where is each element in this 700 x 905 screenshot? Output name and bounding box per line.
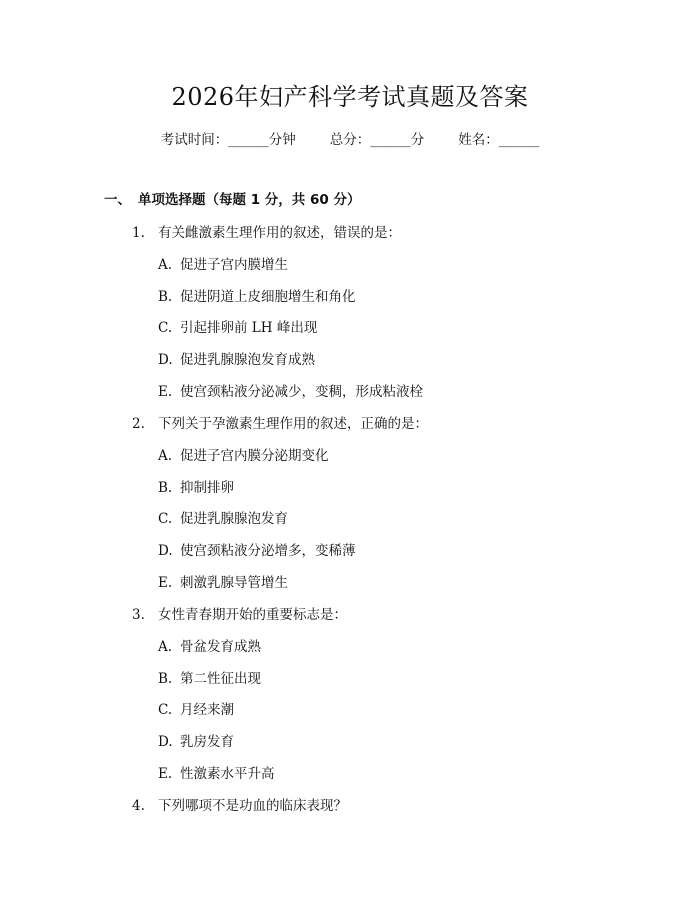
option-letter: A. — [158, 448, 173, 464]
q2-option-b — [158, 478, 234, 498]
q1-option-a — [158, 255, 288, 275]
option-text: 促进乳腺腺泡发育成熟 — [180, 352, 315, 368]
option-letter: C. — [158, 702, 173, 718]
section-title: 单项选择题（每题 1 分，共 60 分） — [138, 192, 361, 208]
option-letter: A. — [158, 639, 173, 655]
option-text: 促进乳腺腺泡发育 — [180, 511, 288, 527]
name-blank: ______ — [498, 132, 540, 148]
time-unit: 分钟 — [268, 132, 296, 148]
q3-option-e — [158, 764, 275, 784]
option-letter: E. — [158, 575, 173, 591]
q2-option-d — [158, 541, 356, 561]
option-text: 性激素水平升高 — [180, 766, 275, 782]
score-label: 总分： — [329, 132, 371, 148]
option-letter: D. — [158, 734, 173, 750]
option-text: 引起排卵前 LH 峰出现 — [180, 320, 318, 336]
q1-option-e — [158, 382, 423, 402]
question-4 — [132, 796, 347, 816]
section-heading — [104, 190, 360, 210]
score-blank: ______ — [370, 132, 411, 148]
option-text: 使宫颈粘液分泌减少，变稠，形成粘液栓 — [180, 384, 423, 400]
q1-option-c — [158, 318, 317, 338]
q1-option-d — [158, 350, 315, 370]
option-letter: B. — [158, 289, 173, 305]
option-text: 抑制排卵 — [180, 480, 234, 496]
question-text: 有关雌激素生理作用的叙述，错误的是： — [158, 225, 401, 241]
option-text: 月经来潮 — [180, 702, 234, 718]
q3-option-c — [158, 700, 234, 720]
page-title: 2026年妇产科学考试真题及答案 — [171, 83, 529, 111]
option-letter: D. — [158, 352, 173, 368]
q2-option-e — [158, 573, 288, 593]
question-2 — [132, 414, 428, 434]
option-text: 骨盆发育成熟 — [180, 639, 261, 655]
question-3 — [132, 605, 347, 625]
q2-option-c — [158, 509, 288, 529]
q3-option-b — [158, 669, 261, 689]
option-text: 促进子宫内膜分泌期变化 — [180, 448, 329, 464]
question-number: 1. — [132, 225, 145, 241]
option-letter: E. — [158, 766, 173, 782]
option-letter: B. — [158, 480, 173, 496]
q3-option-d — [158, 732, 234, 752]
option-letter: D. — [158, 543, 173, 559]
name-label: 姓名： — [458, 132, 499, 148]
q2-option-a — [158, 446, 329, 466]
time-blank: ______ — [228, 132, 269, 148]
section-number: 一、 — [104, 192, 131, 208]
option-text: 乳房发育 — [180, 734, 234, 750]
question-text: 下列关于孕激素生理作用的叙述，正确的是： — [158, 416, 428, 432]
option-text: 刺激乳腺导管增生 — [180, 575, 288, 591]
option-text: 促进子宫内膜增生 — [180, 257, 288, 273]
question-number: 2. — [132, 416, 145, 432]
question-text: 下列哪项不是功血的临床表现？ — [158, 798, 347, 814]
q3-option-a — [158, 637, 261, 657]
exam-meta — [0, 130, 700, 150]
option-text: 促进阴道上皮细胞增生和角化 — [180, 289, 356, 305]
time-label: 考试时间： — [160, 132, 229, 148]
question-text: 女性青春期开始的重要标志是： — [158, 607, 347, 623]
option-letter: A. — [158, 257, 173, 273]
score-unit: 分 — [410, 132, 425, 148]
q1-option-b — [158, 287, 356, 307]
option-letter: B. — [158, 671, 173, 687]
option-text: 第二性征出现 — [180, 671, 261, 687]
option-letter: E. — [158, 384, 173, 400]
question-number: 3. — [132, 607, 145, 623]
option-letter: C. — [158, 320, 173, 336]
question-1 — [132, 223, 401, 243]
option-letter: C. — [158, 511, 173, 527]
question-number: 4. — [132, 798, 145, 814]
option-text: 使宫颈粘液分泌增多，变稀薄 — [180, 543, 356, 559]
